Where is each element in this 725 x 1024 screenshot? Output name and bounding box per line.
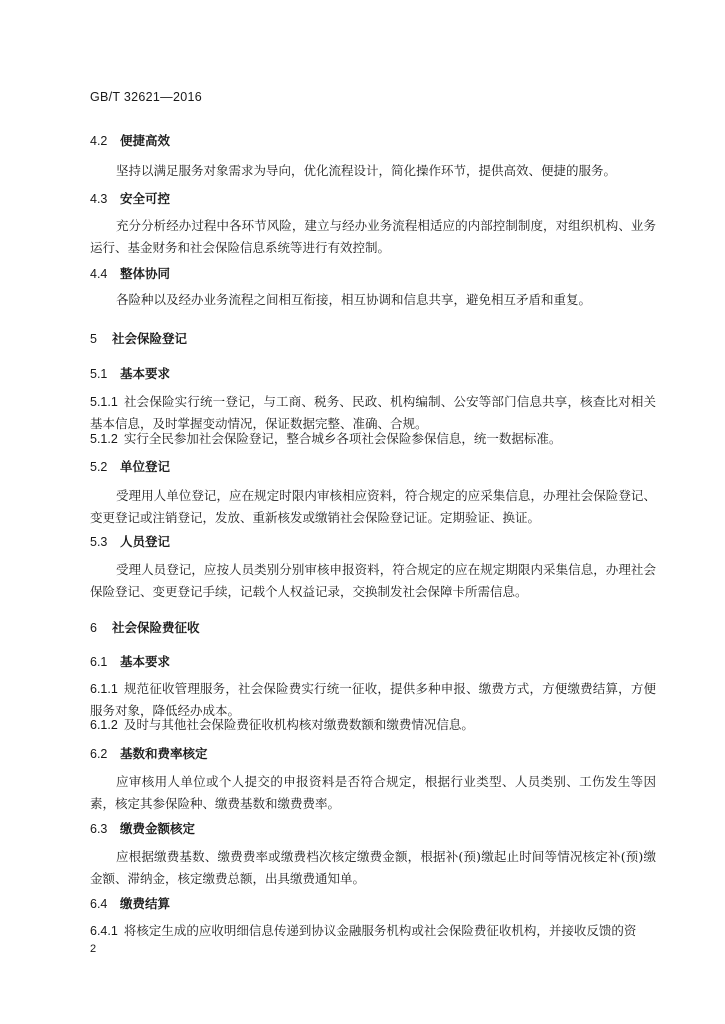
standard-number: GB/T 32621—2016 (90, 90, 202, 104)
section-number: 6.3 (90, 822, 108, 836)
section-heading-4-4 (90, 263, 656, 285)
paragraph-6-2: 应审核用人单位或个人提交的申报资料是否符合规定，根据行业类型、人员类别、工伤发生等因素，核定其参保险种、缴费基数和缴费费率。 (90, 774, 656, 811)
section-heading-4-3 (90, 188, 656, 210)
section-title: 缴费结算 (120, 896, 171, 911)
paragraph-5-3: 受理人员登记，应按人员类别分别审核申报资料，符合规定的应在规定期限内采集信息，办理社会保险登记、变更登记手续，记载个人权益记录，交换制发社会保障卡所需信息。 (90, 562, 656, 599)
section-heading-5 (90, 328, 656, 350)
paragraph-4-2: 坚持以满足服务对象需求为导向，优化流程设计，简化操作环节，提供高效、便捷的服务。 (116, 163, 617, 178)
section-title: 缴费金额核定 (120, 821, 196, 836)
section-number: 4.2 (90, 134, 108, 148)
section-title: 基本要求 (120, 654, 171, 669)
section-heading-6-4 (90, 893, 656, 915)
section-number: 4.4 (90, 267, 108, 281)
clause-6-4-1 (90, 920, 656, 942)
clause-text: 规范征收管理服务，社会保险费实行统一征收，提供多种申报、缴费方式，方便缴费结算，方便服务对象，降低经办成本。 (90, 681, 656, 718)
section-heading-5-3 (90, 531, 656, 553)
section-heading-6-3 (90, 818, 656, 840)
paragraph-4-3: 充分分析经办过程中各环节风险，建立与经办业务流程相适应的内部控制制度，对组织机构、业务运行、基金财务和社会保险信息系统等进行有效控制。 (90, 218, 656, 255)
section-number: 5.1 (90, 367, 108, 381)
section-title: 便捷高效 (120, 133, 171, 148)
section-number: 6 (90, 621, 97, 635)
section-number: 6.1 (90, 655, 108, 669)
clause-text: 及时与其他社会保险费征收机构核对缴费数额和缴费情况信息。 (123, 717, 474, 732)
section-title: 基本要求 (120, 366, 171, 381)
section-number: 5.3 (90, 535, 108, 549)
clause-text: 将核定生成的应收明细信息传递到协议金融服务机构或社会保险费征收机构，并接收反馈的资 (123, 923, 637, 938)
section-number: 5.2 (90, 460, 108, 474)
section-heading-4-2 (90, 130, 656, 152)
section-title: 单位登记 (120, 459, 171, 474)
section-heading-5-2 (90, 456, 656, 478)
paragraph-5-2: 受理用人单位登记，应在规定时限内审核相应资料，符合规定的应采集信息，办理社会保险登记、变更登记或注销登记，发放、重新核发或缴销社会保险登记证。定期验证、换证。 (90, 488, 656, 525)
section-heading-6-2 (90, 743, 656, 765)
clause-number: 6.4.1 (90, 924, 118, 938)
clause-number: 6.1.2 (90, 718, 118, 732)
section-number: 4.3 (90, 192, 108, 206)
paragraph-6-3: 应根据缴费基数、缴费费率或缴费档次核定缴费金额，根据补(预)缴起止时间等情况核定补(预)缴金额、滞纳金，核定缴费总额，出具缴费通知单。 (90, 849, 656, 886)
section-heading-5-1 (90, 363, 656, 385)
section-title: 人员登记 (120, 534, 171, 549)
clause-number: 5.1.1 (90, 395, 118, 409)
section-heading-6 (90, 617, 656, 639)
clause-number: 6.1.1 (90, 682, 118, 696)
section-number: 6.4 (90, 897, 108, 911)
clause-5-1-2 (90, 428, 656, 450)
clause-6-1-2 (90, 714, 656, 736)
clause-text: 实行全民参加社会保险登记，整合城乡各项社会保险参保信息，统一数据标准。 (123, 431, 562, 446)
section-title: 社会保险登记 (112, 331, 188, 346)
section-number: 6.2 (90, 747, 108, 761)
paragraph-4-4: 各险种以及经办业务流程之间相互衔接，相互协调和信息共享，避免相互矛盾和重复。 (116, 292, 592, 307)
section-title: 整体协同 (120, 266, 171, 281)
section-title: 安全可控 (120, 191, 171, 206)
section-heading-6-1 (90, 651, 656, 673)
section-number: 5 (90, 332, 97, 346)
clause-number: 5.1.2 (90, 432, 118, 446)
clause-text: 社会保险实行统一登记，与工商、税务、民政、机构编制、公安等部门信息共享，核查比对相关基本信息，及时掌握变动情况，保证数据完整、准确、合规。 (90, 394, 656, 431)
section-title: 基数和费率核定 (120, 746, 208, 761)
section-title: 社会保险费征收 (112, 620, 200, 635)
page-number: 2 (90, 943, 97, 955)
